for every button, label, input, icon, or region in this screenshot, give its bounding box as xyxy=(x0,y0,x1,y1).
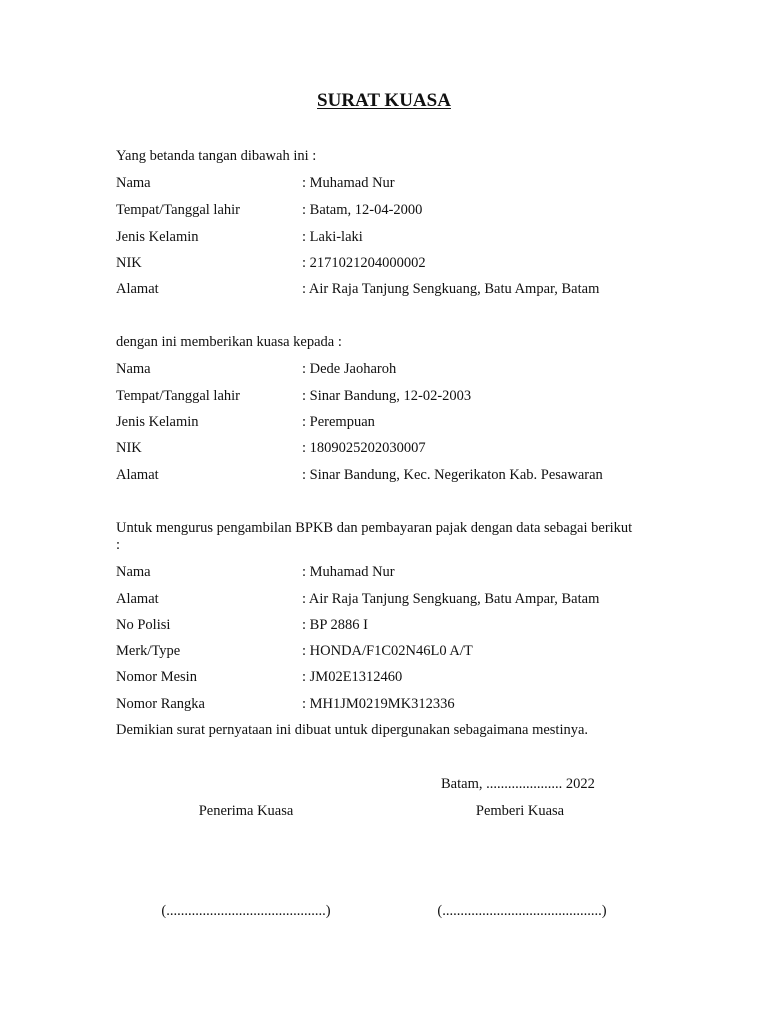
grantee-value-nik: : 1809025202030007 xyxy=(302,440,426,456)
grantor-value-name: : Muhamad Nur xyxy=(302,175,395,191)
grantor-label-address: Alamat xyxy=(116,281,159,297)
vehicle-value-chassis: : MH1JM0219MK312336 xyxy=(302,696,455,712)
grant-intro-text: dengan ini memberikan kuasa kepada : xyxy=(116,334,342,350)
grantor-value-birth: : Batam, 12-04-2000 xyxy=(302,202,423,218)
receiver-signature-line: (............................................) xyxy=(161,903,331,919)
giver-signature-line: (............................................) xyxy=(437,903,607,919)
grantor-value-address: : Air Raja Tanjung Sengkuang, Batu Ampar, Batam xyxy=(302,281,600,297)
grantor-label-gender: Jenis Kelamin xyxy=(116,229,199,245)
giver-label: Pemberi Kuasa xyxy=(475,803,565,819)
vehicle-label-engine: Nomor Mesin xyxy=(116,669,197,685)
vehicle-value-name: : Muhamad Nur xyxy=(302,564,395,580)
receiver-label: Penerima Kuasa xyxy=(198,803,294,819)
grantee-label-nik: NIK xyxy=(116,440,142,456)
vehicle-label-chassis: Nomor Rangka xyxy=(116,696,205,712)
grantee-label-name: Nama xyxy=(116,361,151,377)
grantor-label-nik: NIK xyxy=(116,255,142,271)
grantee-label-address: Alamat xyxy=(116,467,159,483)
vehicle-label-type: Merk/Type xyxy=(116,643,181,659)
vehicle-label-address: Alamat xyxy=(116,591,159,607)
vehicle-label-plate: No Polisi xyxy=(116,617,171,633)
grantor-label-birth: Tempat/Tanggal lahir xyxy=(116,202,240,218)
intro-text: Yang betanda tangan dibawah ini : xyxy=(116,148,317,164)
page-title: SURAT KUASA xyxy=(317,90,451,111)
vehicle-label-name: Nama xyxy=(116,564,151,580)
grantee-value-birth: : Sinar Bandung, 12-02-2003 xyxy=(302,388,472,404)
grantee-label-gender: Jenis Kelamin xyxy=(116,414,199,430)
vehicle-value-type: : HONDA/F1C02N46L0 A/T xyxy=(302,643,473,659)
vehicle-value-address: : Air Raja Tanjung Sengkuang, Batu Ampar, Batam xyxy=(302,591,600,607)
vehicle-value-plate: : BP 2886 I xyxy=(302,617,368,633)
purpose-text: Untuk mengurus pengambilan BPKB dan pembayaran pajak dengan data sebagai berikut : xyxy=(116,520,633,553)
closing-text: Demikian surat pernyataan ini dibuat untuk dipergunakan sebagaimana mestinya. xyxy=(116,722,589,738)
grantee-value-gender: : Perempuan xyxy=(302,414,375,430)
grantor-value-nik: : 2171021204000002 xyxy=(302,255,426,271)
grantor-label-name: Nama xyxy=(116,175,151,191)
grantor-value-gender: : Laki-laki xyxy=(302,229,363,245)
grantee-value-address: : Sinar Bandung, Kec. Negerikaton Kab. Pesawaran xyxy=(302,467,603,483)
vehicle-value-engine: : JM02E1312460 xyxy=(302,669,403,685)
grantee-value-name: : Dede Jaoharoh xyxy=(302,361,397,377)
grantee-label-birth: Tempat/Tanggal lahir xyxy=(116,388,240,404)
place-date: Batam, ..................... 2022 xyxy=(441,776,595,792)
